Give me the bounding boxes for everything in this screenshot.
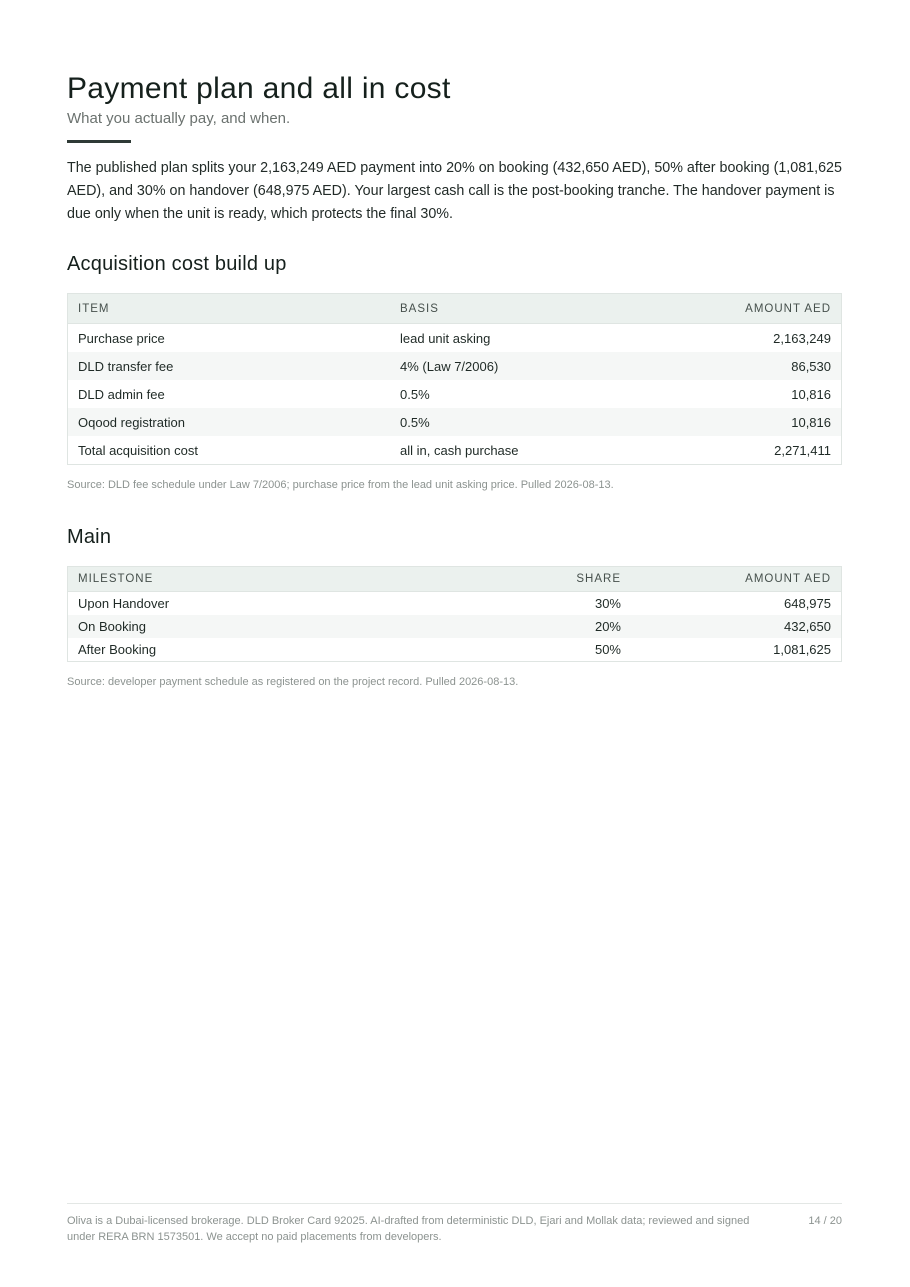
column-header-item: ITEM [68,294,391,324]
table-row-total [68,436,842,465]
table-row [68,592,842,616]
acquisition-table [67,293,842,465]
table-row [68,615,842,638]
milestones-heading: Main [67,526,112,549]
column-header-basis: BASIS [390,294,660,324]
milestones-header-row [68,567,842,592]
table-row [68,324,842,353]
page-footer [67,1203,842,1245]
cell-item: DLD admin fee [78,386,165,402]
page-number: 14 / 20 [808,1215,842,1227]
cell-milestone: On Booking [68,615,492,638]
cell-basis: 0.5% [400,386,430,402]
cell-milestone: After Booking [78,642,157,658]
cell-basis: 0.5% [390,408,660,436]
cell-milestone: Upon Handover [78,596,170,612]
cell-share: 50% [594,642,621,658]
column-header-amount: AMOUNT AED [631,567,842,592]
table-row [68,638,842,662]
cell-item: Oqood registration [68,408,391,436]
footer-disclaimer: Oliva is a Dubai-licensed brokerage. DLD Broker Card 92025. AI-drafted from deterministic DLD, Ejari and Mollak data; reviewed and signed under RERA BRN 1573501. We accept no paid placements from developers. [67,1215,750,1243]
cell-share: 30% [594,596,621,612]
acquisition-heading: Acquisition cost build up [67,253,287,276]
column-header-share: SHARE [491,567,631,592]
cell-amount: 10,816 [791,386,831,402]
cell-amount: 2,163,249 [773,330,831,346]
page-title: Payment plan and all in cost [67,72,451,105]
acquisition-source-note: Source: DLD fee schedule under Law 7/2006; purchase price from the lead unit asking price. Pulled 2026-08-13. [67,479,614,492]
table-row [68,408,842,436]
page-subtitle: What you actually pay, and when. [67,110,291,127]
cell-basis: all in, cash purchase [400,442,519,458]
cell-item: Purchase price [78,330,165,346]
intro-paragraph: The published plan splits your 2,163,249 AED payment into 20% on booking (432,650 AED), 50% after booking (1,081,625 AED), and 30% on handover (648,975 AED). Your largest cash call is the post-booking tranche. The handover payment is due only when the unit is ready, which protects the final 30%. [67,160,842,222]
cell-basis: lead unit asking [400,330,491,346]
cell-item: DLD transfer fee [68,352,391,380]
cell-amount: 86,530 [660,352,842,380]
cell-amount: 1,081,625 [773,642,831,658]
cell-amount: 10,816 [660,408,842,436]
milestones-source-note: Source: developer payment schedule as registered on the project record. Pulled 2026-08-13. [67,676,519,689]
milestones-table [67,566,842,662]
column-header-amount: AMOUNT AED [660,294,842,324]
cell-share: 20% [491,615,631,638]
table-row [68,352,842,380]
cell-amount: 2,271,411 [774,442,831,458]
table-row [68,380,842,408]
acquisition-header-row [68,294,842,324]
document-page [67,70,842,689]
cell-amount: 648,975 [784,596,831,612]
cell-item: Total acquisition cost [78,442,198,458]
cell-amount: 432,650 [631,615,842,638]
column-header-milestone: MILESTONE [68,567,492,592]
cell-basis: 4% (Law 7/2006) [390,352,660,380]
title-rule [67,140,131,143]
